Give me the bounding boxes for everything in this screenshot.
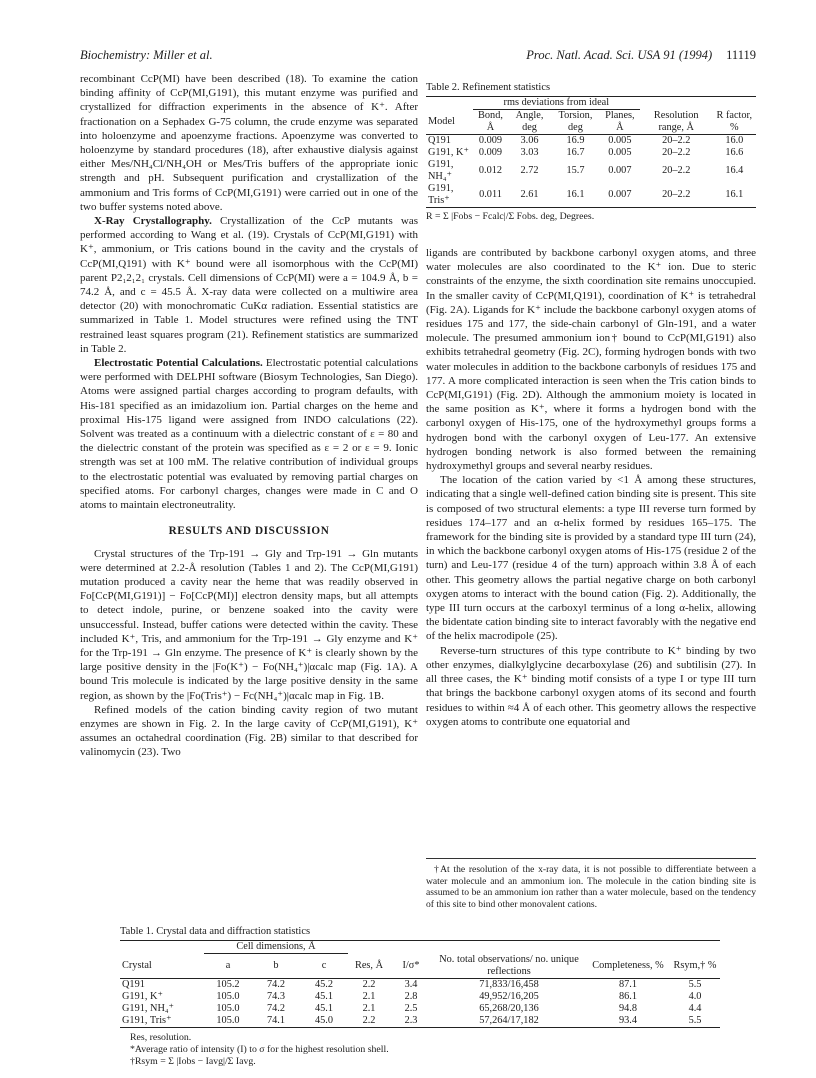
table-2-caption: Table 2. Refinement statistics: [426, 82, 551, 93]
table-row: [120, 991, 720, 1003]
table-2-header: Torsion, deg: [558, 110, 593, 133]
table-cell: G191, K⁺: [428, 147, 469, 158]
table-cell: 16.9: [566, 135, 585, 146]
table-2-header: Model: [428, 115, 455, 127]
body-xray: Crystallization of the CcP mutants was performed according to Wang et al. (19). Crystals of CcP(MI,G191) with K⁺, ammonium, or Tris cations bound in the cavity and the crystals of CcP(MI,Q191) with K⁺ bound were all isomorphous with the CcP(MI) parent P2₁2₁2₁ crystals. Cell dimensions of CcP(MI) were a = 104.9 Å, b = 74.2 Å, and c = 45.5 Å. X-ray data were collected on a multiwire area detector (20) with monochromatic CuKα radiation. Essential statistics are summarized in Table 1. Model structures were refined using the TNT restrained least squares program (21). Refinement statistics are summarized in Table 2.: [80, 215, 419, 355]
paragraph-purification: recombinant CcP(MI) have been described (18). To examine the cation binding affinity of CcP(MI,G191), this mutant enzyme was purified and crystallized for diffraction experiments in the absence of K⁺. After fractionation on a Sephadex G-75 column, the crude enzyme was separated into holoenzyme and apoenzyme fractions. Apoenzyme was converted to holoenzyme by standard procedures (18), after exhaustive dialysis against either Mes/NH₄Cl/NH₄OH or Mes/Tris buffers of the appropriate ionic strength and pH. Subsequent purification and crystallization of the ammonium and Tris forms of CcP(MI,G191) were carried out in one of the two buffer systems noted above.: [80, 73, 418, 213]
table-cell: G191, Tris⁺: [122, 1014, 172, 1026]
table-cell: Q191: [428, 135, 451, 146]
paragraph-coordination: ligands are contributed by backbone carbonyl oxygen atoms, and three water molecules are also coordinated to the K⁺ ion. Due to steric constraints of the enzyme, the sixth coordination site remains unoccupied. In the smaller cavity of CcP(MI,Q191), coordination of K⁺ is tetrahedral (Fig. 2A). Ligands for K⁺ include the backbone carbonyl oxygen atoms of residues 175 and 177, the side-chain carbonyl of Gln-191, and a water molecule. The presumed ammonium ion† bound to CcP(MI,G191) also exhibits tetrahedral geometry (Fig. 2C), forming hydrogen bonds with two water molecules in addition to the backbone carbonyls of residues 175 and 177. A more complicated interaction is seen when the Tris cation binds to CcP(MI,G191) (Fig. 2D). Although the ammonium moiety is located in the same position as K⁺, where it forms a hydrogen bond with the carbonyl oxygen of His-175, one of the hydroxymethyl groups forms a hydrogen bond with the carbonyl oxygen of Leu-177. An extensive hydrogen bonding network is also formed between the remaining hydroxymethyl groups and several nearby residues.: [426, 247, 756, 473]
table-cell: 0.009: [478, 135, 503, 146]
page-number: 11119: [726, 48, 756, 62]
table-cell: 0.011: [479, 189, 502, 200]
table-2-header-row: [426, 110, 756, 135]
table-cell: G191, K⁺: [122, 990, 163, 1002]
table-cell: 45.2: [314, 978, 334, 990]
table-cell: 0.012: [478, 165, 503, 176]
paragraph-results-1: Crystal structures of the Trp-191 → Gly and Trp-191 → Gln mutants were determined at 2.2-Å resolution (Tables 1 and 2). The CcP(MI,G191) mutation produced a cavity near the heme that was readily observed in Fo[CcP(MI,G191)] − Fo[CcP(MI)] electron density maps, but all attempts to detect indole, purine, or benzene soaked into the cavity were unsuccessful. Instead, buffer cations were detected within the cavity. These included K⁺, Tris, and ammonium for the Trp-191 → Gly enzyme and K⁺ for the Trp-191 → Gln enzyme. The presence of K⁺ is clearly shown by the large positive density in the |Fo(K⁺) − Fo(NH₄⁺)|αcalc map (Fig. 1A). A bound Tris molecule is indicated by the large positive density in the same region, as shown by the |Fo(Tris⁺) − Fc(NH₄⁺)|αcalc map in Fig. 1B.: [80, 547, 418, 702]
table-1-header: b: [273, 959, 279, 971]
table-1-header: Completeness, %: [592, 959, 664, 971]
table-cell: 20–2.2: [662, 165, 691, 176]
table-cell: 2.2: [362, 978, 376, 990]
table-cell: 49,952/16,205: [479, 990, 539, 1002]
table-1-grid: [120, 940, 720, 1028]
table-cell: 71,833/16,458: [479, 978, 539, 990]
table-cell: 74.2: [266, 1002, 286, 1014]
table-1-header: c: [321, 959, 327, 971]
table-cell: 5.5: [688, 978, 702, 990]
table-cell: G191, NH₄⁺: [122, 1002, 174, 1014]
table-cell: 16.4: [725, 165, 744, 176]
table-cell: 16.1: [566, 189, 585, 200]
table-1-note: Res, resolution.: [130, 1031, 192, 1043]
table-cell: 0.007: [608, 165, 632, 176]
table-cell: G191, Tris⁺: [428, 183, 454, 206]
table-cell: 94.8: [618, 1002, 638, 1014]
table-cell: 3.06: [520, 135, 539, 146]
section-title-results: RESULTS AND DISCUSSION: [168, 525, 330, 538]
table-cell: 2.61: [520, 189, 539, 200]
table-1-header: Res, Å: [354, 959, 384, 971]
table-cell: 4.0: [688, 990, 702, 1002]
table-cell: 15.7: [566, 165, 585, 176]
table-cell: 74.3: [266, 990, 286, 1002]
right-column: [426, 246, 756, 729]
table-cell: 0.005: [608, 147, 632, 158]
table-row: [120, 978, 720, 991]
table-cell: 16.7: [566, 147, 585, 158]
table-cell: 105.0: [216, 1002, 240, 1014]
table-cell: 87.1: [618, 978, 638, 990]
body-electrostatics: Electrostatic potential calculations were performed with DELPHI software (Biosym Technologies, San Diego). Atoms were assigned partial charges according to program defaults, with His-181 specified as an imidazolium ion. Partial charges on the heme and proximal His-175 ligand were assigned from INDO calculations (22). Solvent was treated as a continuum with a dielectric constant of ε = 80 and the dielectric constant of the protein was specified as ε = 2 or ε = 9. Ionic strength was set at 100 mM. The relative contribution of individual groups to the electrostatic potential was evaluated by removing partial charges on specified atoms. For carbonyl charges, changes were made in C and O atoms to maintain electroneutrality.: [80, 357, 418, 512]
table-cell: 2.5: [404, 1002, 418, 1014]
table-cell: 45.0: [314, 1014, 334, 1026]
table-cell: 2.8: [404, 990, 418, 1002]
table-1-note: †Rsym = Σ |Iobs − Iavg|/Σ Iavg.: [130, 1055, 256, 1067]
table-cell: 16.0: [725, 135, 744, 146]
table-cell: 2.72: [520, 165, 539, 176]
table-2-header: R factor, %: [716, 109, 753, 133]
subhead-electrostatics: Electrostatic Potential Calculations.: [94, 357, 263, 370]
table-cell: 105.0: [216, 990, 240, 1002]
table-cell: 2.1: [362, 990, 376, 1002]
table-1-header: No. total observations/ no. unique reflections: [439, 953, 579, 977]
table-cell: 74.1: [266, 1014, 286, 1026]
paragraph-electrostatics: [80, 356, 418, 512]
paragraph-binding-site: The location of the cation varied by <1 Å among these structures, indicating that a single well-defined cation binding site is present. This site is composed of two structural elements: a type III reverse turn formed by residues 174–177 and an α-helix formed by residues 165–175. The framework for the binding site is provided by a standard type III turn (24), in which the backbone carbonyl oxygen atoms of His-175 (residue 2 of the turn) and Leu-177 (residue 4 of the turn) approach within 3.8 Å of each other. This geometry allows the partial negative charge on both carbonyl oxygen atoms to interact with the bound cation (Fig. 2). Additionally, the type III turn occurs at the carboxyl terminus of a long α-helix, allowing the bidentate cation binding site to interact favorably with the negative end of the helix macrodipole (25).: [426, 474, 756, 643]
table-1-notes: [120, 1032, 720, 1068]
footnote: [426, 858, 756, 910]
footnote-text: †At the resolution of the x-ray data, it is not possible to differentiate between a water molecule and an ammonium ion. The molecule in the cation binding site is assumed to be an ammonium ion rather than a water molecule, based on the tendency of this site to bind other monovalent cations.: [426, 864, 756, 910]
table-cell: 2.3: [404, 1014, 418, 1026]
table-1-header: Crystal: [122, 959, 152, 971]
table-cell: 5.5: [688, 1014, 702, 1026]
table-row: [426, 135, 756, 148]
table-2-grid: [426, 96, 756, 208]
table-2-header: Resolution range, Å: [653, 109, 699, 133]
table-cell: 0.005: [608, 135, 632, 146]
table-1-caption: Table 1. Crystal data and diffraction statistics: [120, 926, 311, 937]
table-row: [426, 147, 756, 159]
table-cell: 4.4: [688, 1002, 702, 1014]
table-cell: 65,268/20,136: [479, 1002, 539, 1014]
table-cell: 16.1: [725, 189, 744, 200]
table-cell: G191, NH₄⁺: [428, 159, 454, 182]
journal-citation: Proc. Natl. Acad. Sci. USA 91 (1994): [526, 48, 713, 62]
table-1-header: a: [225, 959, 231, 971]
left-column: [80, 72, 418, 760]
table-cell: 45.1: [314, 990, 334, 1002]
table-cell: 45.1: [314, 1002, 334, 1014]
table-cell: 20–2.2: [662, 135, 691, 146]
table-cell: 86.1: [618, 990, 638, 1002]
table-1-group-header: Cell dimensions, Å: [204, 941, 348, 954]
table-row: [120, 1003, 720, 1015]
table-cell: 74.2: [266, 978, 286, 990]
table-cell: Q191: [122, 978, 145, 990]
running-header-right: [526, 48, 756, 63]
table-2: [426, 82, 756, 222]
table-cell: 2.2: [362, 1014, 376, 1026]
table-cell: 3.03: [520, 147, 539, 158]
table-row: [426, 159, 756, 183]
table-row: [120, 1015, 720, 1028]
table-1: [120, 926, 720, 1068]
table-cell: 0.009: [478, 147, 503, 158]
table-row: [426, 183, 756, 208]
table-2-header: Angle, deg: [515, 110, 544, 133]
table-cell: 93.4: [618, 1014, 638, 1026]
table-1-header: Rsym,† %: [673, 959, 717, 971]
table-2-header: Planes, Å: [605, 110, 635, 133]
paragraph-xray: [80, 214, 418, 356]
table-cell: 20–2.2: [662, 147, 691, 158]
table-cell: 20–2.2: [662, 189, 691, 200]
paragraph-reverse-turn: Reverse-turn structures of this type contribute to K⁺ binding by two other enzymes, dialkylglycine decarboxylase (26) and subtilisin (27). In all three cases, the K⁺ binding motif consists of a type I or type III turn that brings the backbone carbonyl oxygen atoms of its second and fourth residues to within ≈4 Å of each other. This geometry allows the respective oxygen atoms to contribute one equatorial and: [426, 644, 756, 728]
table-cell: 16.6: [725, 147, 744, 158]
table-cell: 3.4: [404, 978, 418, 990]
paragraph-results-2: Refined models of the cation binding cavity region of two mutant enzymes are shown in Fig. 2. In the large cavity of CcP(MI,G191), K⁺ assumes an octahedral coordination (Fig. 2B) similar to that described for valinomycin (23). Two: [80, 703, 418, 759]
table-2-note: R = Σ |Fobs − Fcalc|/Σ Fobs. deg, Degrees.: [426, 211, 595, 222]
table-cell: 105.0: [216, 1014, 240, 1026]
table-2-group-header: rms deviations from ideal: [473, 97, 640, 110]
table-1-note: *Average ratio of intensity (I) to σ for the highest resolution shell.: [130, 1043, 389, 1055]
table-cell: 105.2: [216, 978, 240, 990]
table-1-header-row: [120, 954, 720, 979]
table-1-header: I/σ*: [402, 959, 420, 971]
running-header-left: Biochemistry: Miller et al.: [80, 48, 213, 62]
table-cell: 57,264/17,182: [479, 1014, 539, 1026]
table-2-header: Bond, Å: [478, 110, 503, 133]
table-cell: 0.007: [608, 189, 632, 200]
table-cell: 2.1: [362, 1002, 376, 1014]
subhead-xray: X-Ray Crystallography.: [94, 215, 212, 228]
